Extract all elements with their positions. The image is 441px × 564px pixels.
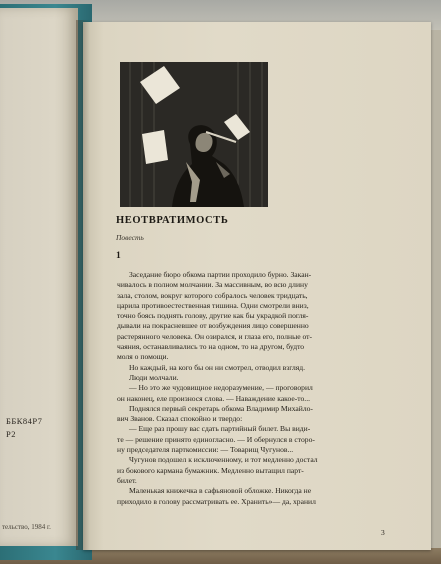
library-classification-code — [6, 415, 42, 441]
text-line: он наконец, еле произнося слова. — Наваждение какое-то... — [117, 393, 310, 403]
text-line: дывали на покрасневшее от возбуждения лицо совершенно — [117, 321, 309, 331]
classification-line: Р2 — [6, 429, 16, 439]
classification-line: ББК84Р7 — [6, 416, 43, 426]
chapter-number: 1 — [116, 251, 121, 261]
text-line: — Еще раз прошу вас сдать партийный билет. Вы види- — [129, 424, 311, 434]
text-line: Маленькая книжечка в сафьяновой обложке. Никогда не — [129, 486, 312, 496]
text-line: — Но это же чудовищное недоразумение, — проговорил — [129, 383, 313, 393]
text-line: билет. — [117, 475, 137, 485]
text-line: ну председателя парткомиссии: — Товарищ Чугунов... — [117, 445, 294, 455]
text-line: царила противоестественная тишина. Одни смотрели вниз, — [117, 300, 309, 310]
falling-card — [142, 130, 168, 164]
genre-label: Повесть — [116, 233, 144, 242]
text-line: моля о помощи. — [117, 352, 169, 362]
text-line: Но каждый, на кого бы он ни смотрел, отводил взгляд. — [129, 362, 306, 372]
text-line: Чугунов подошел к исключенному, и тот медленно достал — [129, 455, 318, 465]
spine-shadow — [76, 20, 90, 550]
publisher-imprint: тельство, 1984 г. — [2, 523, 51, 531]
text-line: Поднялся первый секретарь обкома Владимир Михайло- — [129, 403, 313, 413]
page-number: 3 — [381, 528, 385, 537]
text-line: те — решение принято единогласно. — И обернулся в сторо- — [117, 434, 315, 444]
text-line: чаяния, останавливались то на одном, то на другом, будто — [117, 342, 305, 352]
text-line: из бокового кармана бумажник. Медленно вытащил парт- — [117, 465, 304, 475]
body-text — [117, 270, 389, 507]
text-line: точно боясь поднять голову, другие как бы украдкой погля- — [117, 311, 309, 321]
text-line: растерянного человека. Он озирался, и глаза его, полные от- — [117, 331, 313, 341]
text-line: Заседание бюро обкома партии проходило бурно. Закан- — [129, 270, 312, 279]
text-line: Люди молчали. — [129, 372, 179, 382]
text-line: приходило в голову рассматривать ее. Хранить»— да, хранил — [117, 496, 316, 506]
left-page — [0, 8, 78, 546]
text-line: зала, столом, вокруг которого собралось человек тридцать, — [117, 290, 308, 300]
illustration — [120, 62, 268, 207]
text-line: вич Званов. Сказал спокойно и твердо: — [117, 414, 243, 424]
story-title: НЕОТВРАТИМОСТЬ — [116, 215, 229, 226]
text-line: чивалось в полном молчании. За массивным, во всю длину — [117, 280, 308, 290]
